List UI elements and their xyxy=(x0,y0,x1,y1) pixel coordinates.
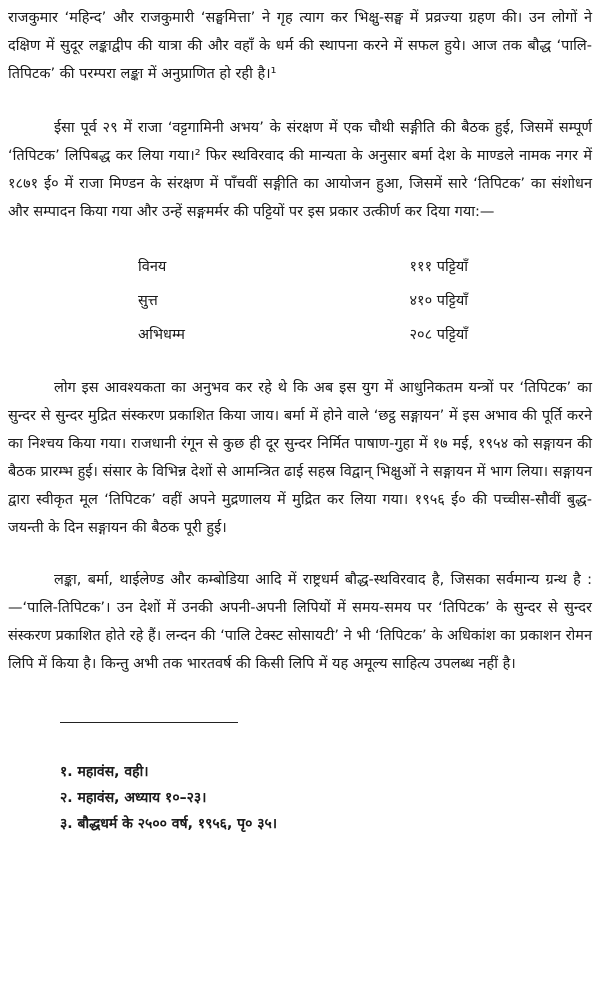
paragraph-2: ईसा पूर्व २९ में राजा ‘वट्टगामिनी अभय’ के संरक्षण में एक चौथी सङ्गीति की बैठक हुई, जिसमें सम्पूर्ण ‘तिपिटक’ लिपिबद्ध कर लिया गया।² फिर स्थविरवाद की मान्यता के अनुसार बर्मा देश के माण्डले नामक नगर में १८७१ ई० में राजा मिण्डन के संरक्षण में पाँचवीं सङ्गीति का आयोजन हुआ, जिसमें सारे ‘तिपिटक’ का संशोधन और सम्पादन किया गया और उन्हें सङ्गमर्मर की पट्टियों पर इस प्रकार उत्कीर्ण कर दिया गया:— xyxy=(8,120,592,220)
plate-count: ४१० पट्टियाँ xyxy=(409,293,468,309)
pitaka-name: सुत्त xyxy=(138,293,158,309)
pitaka-name: विनय xyxy=(138,259,167,275)
table-row xyxy=(138,250,468,284)
pitaka-table xyxy=(138,250,468,352)
footnote-3: ३. बौद्धधर्म के २५०० वर्ष, १९५६, पृ० ३५। xyxy=(60,816,278,832)
table-row xyxy=(138,318,468,352)
paragraph-3: लोग इस आवश्यकता का अनुभव कर रहे थे कि अब इस युग में आधुनिकतम यन्त्रों पर ‘तिपिटक’ का सुन्दर से सुन्दर मुद्रित संस्करण प्रकाशित किया जाय। बर्मा में होने वाले ‘छट्ठ सङ्गायन’ में इस अभाव की पूर्ति करने का निश्चय किया गया। राजधानी रंगून से कुछ ही दूर सुन्दर निर्मित पाषाण-गुहा में १७ मई, १९५४ को सङ्गायन की बैठक प्रारम्भ हुई। संसार के विभिन्न देशों से आमन्त्रित ढाई सहस्र विद्वान् भिक्षुओं ने सङ्गायन में भाग लिया। सङ्गायन द्वारा स्वीकृत मूल ‘तिपिटक’ वहीं अपने मुद्रणालय में मुद्रित कर लिया गया। १९५६ ई० की पच्चीस-सौवीं बुद्ध-जयन्ती के दिन सङ्गायन की बैठक पूरी हुई। xyxy=(8,380,592,536)
plate-count: १११ पट्टियाँ xyxy=(409,259,468,275)
footnotes xyxy=(60,759,592,837)
plate-count: २०८ पट्टियाँ xyxy=(409,327,468,343)
paragraph-4: लङ्का, बर्मा, थाईलेण्ड और कम्बोडिया आदि में राष्ट्रधर्म बौद्ध-स्थविरवाद है, जिसका सर्वमान्य ग्रन्थ है :—‘पालि-तिपिटक’। उन देशों में उनकी अपनी-अपनी लिपियों में समय-समय पर ‘तिपिटक’ के सुन्दर से सुन्दर संस्करण प्रकाशित होते रहे हैं। लन्दन की ‘पालि टेक्स्ट सोसायटी’ ने भी ‘तिपिटक’ के अधिकांश का प्रकाशन रोमन लिपि में किया है। किन्तु अभी तक भारतवर्ष की किसी लिपि में यह अमूल्य साहित्य उपलब्ध नहीं है। xyxy=(8,572,592,672)
footnote-divider xyxy=(60,722,238,723)
footnote-2: २. महावंस, अध्याय १०–२३। xyxy=(60,790,207,806)
paragraph-1: राजकुमार ‘महिन्द’ और राजकुमारी ‘सङ्घमित्ता’ ने गृह त्याग कर भिक्षु-सङ्घ में प्रव्रज्या ग्रहण की। उन लोगों ने दक्षिण में सुदूर लङ्काद्वीप की यात्रा की और वहाँ के धर्म की स्थापना करने में सफल हुये। आज तक बौद्ध ‘पालि-तिपिटक’ की परम्परा लङ्का में अनुप्राणित हो रही है।¹ xyxy=(8,10,592,82)
pitaka-name: अभिधम्म xyxy=(138,327,185,343)
table-row xyxy=(138,284,468,318)
footnote-1: १. महावंस, वही। xyxy=(60,764,149,780)
